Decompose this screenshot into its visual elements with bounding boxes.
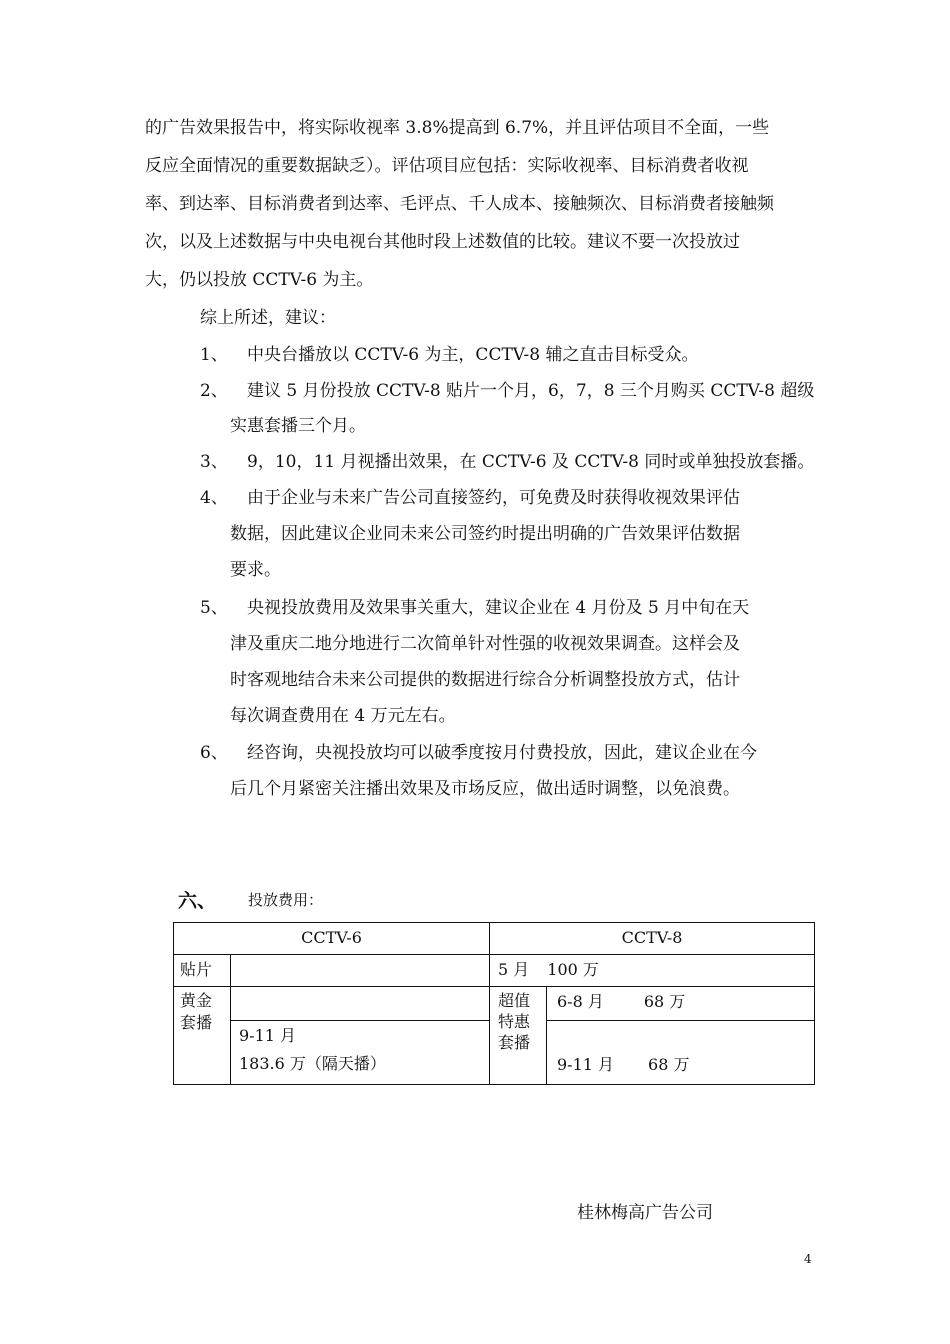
cell-tiepian-cctv6 xyxy=(231,955,490,987)
paragraph-line-5: 大，仍以投放 CCTV-6 为主。 xyxy=(145,270,374,290)
section-number: 六、 xyxy=(178,890,217,912)
recommendation-line: 后几个月紧密关注播出效果及市场反应，做出适时调整，以免浪费。 xyxy=(230,779,740,799)
package-price: 68 万 xyxy=(648,1055,690,1074)
recommendation-line: 每次调查费用在 4 万元左右。 xyxy=(230,706,456,726)
recommendation-number: 4、 xyxy=(200,488,228,508)
package-period: 9-11 月 xyxy=(557,1055,615,1074)
table-header-cctv8: CCTV-8 xyxy=(490,923,815,955)
recommendation-line: 建议 5 月份投放 CCTV-8 贴片一个月，6，7，8 三个月购买 CCTV-8 超级 xyxy=(247,381,815,401)
recommendation-line: 9，10，11 月视播出效果，在 CCTV-6 及 CCTV-8 同时或单独投放套播。 xyxy=(247,452,815,472)
cctv8-package-row-2 xyxy=(547,1021,815,1085)
section-title: 投放费用： xyxy=(248,891,324,909)
summary-intro: 综上所述，建议： xyxy=(200,308,336,328)
recommendation-number: 5、 xyxy=(200,598,228,618)
tiepian-cctv8-price: 100 万 xyxy=(547,960,599,979)
cell-tiepian-cctv8 xyxy=(490,955,815,987)
recommendation-line: 实惠套播三个月。 xyxy=(230,416,366,436)
paragraph-line-1: 的广告效果报告中，将实际收视率 3.8%提高到 6.7%，并且评估项目不全面，一些 xyxy=(145,118,770,138)
recommendation-number: 1、 xyxy=(200,345,228,365)
recommendation-line: 数据，因此建议企业同未来公司签约时提出明确的广告效果评估数据 xyxy=(230,524,740,544)
gold-cctv6-period: 9-11 月 xyxy=(239,1026,297,1045)
cell-gold-cctv6-top xyxy=(231,987,490,1021)
recommendation-line: 由于企业与未来广告公司直接签约，可免费及时获得收视效果评估 xyxy=(247,488,740,508)
recommendation-line: 中央台播放以 CCTV-6 为主，CCTV-8 辅之直击目标受众。 xyxy=(247,345,699,365)
gold-cctv6-price: 183.6 万（隔天播） xyxy=(239,1054,386,1073)
gold-label-text: 黄金套播 xyxy=(180,991,213,1032)
package-price: 68 万 xyxy=(643,992,686,1011)
cost-table xyxy=(173,922,815,1085)
recommendation-number: 3、 xyxy=(200,452,228,472)
recommendation-number: 2、 xyxy=(200,381,228,401)
recommendation-line: 津及重庆二地分地进行二次简单针对性强的收视效果调查。这样会及 xyxy=(230,634,740,654)
cell-gold-cctv6 xyxy=(231,1021,490,1085)
tiepian-cctv8-month: 5 月 xyxy=(498,960,530,979)
paragraph-line-2: 反应全面情况的重要数据缺乏）。评估项目应包括：实际收视率、目标消费者收视 xyxy=(145,156,749,176)
table-header-cctv6: CCTV-6 xyxy=(174,923,490,955)
recommendation-line: 央视投放费用及效果事关重大，建议企业在 4 月份及 5 月中旬在天 xyxy=(247,598,750,618)
package-period: 6-8 月 xyxy=(557,992,604,1011)
row-label-gold xyxy=(174,987,231,1085)
cctv8-package-row-1 xyxy=(547,987,815,1021)
paragraph-line-3: 率、到达率、目标消费者到达率、毛评点、千人成本、接触频次、目标消费者接触频 xyxy=(145,194,774,214)
cctv8-package-label xyxy=(490,987,547,1085)
recommendation-line: 时客观地结合未来公司提供的数据进行综合分析调整投放方式，估计 xyxy=(230,670,740,690)
recommendation-line: 经咨询，央视投放均可以破季度按月付费投放，因此，建议企业在今 xyxy=(247,743,757,763)
row-label-tiepian: 贴片 xyxy=(174,955,231,987)
cctv8-package-text: 超值特惠套播 xyxy=(498,991,531,1052)
recommendation-number: 6、 xyxy=(200,743,228,763)
recommendation-line: 要求。 xyxy=(230,560,281,580)
paragraph-line-4: 次，以及上述数据与中央电视台其他时段上述数值的比较。建议不要一次投放过 xyxy=(145,232,740,252)
page-number: 4 xyxy=(804,1252,812,1266)
company-name: 桂林梅高广告公司 xyxy=(577,1203,713,1223)
